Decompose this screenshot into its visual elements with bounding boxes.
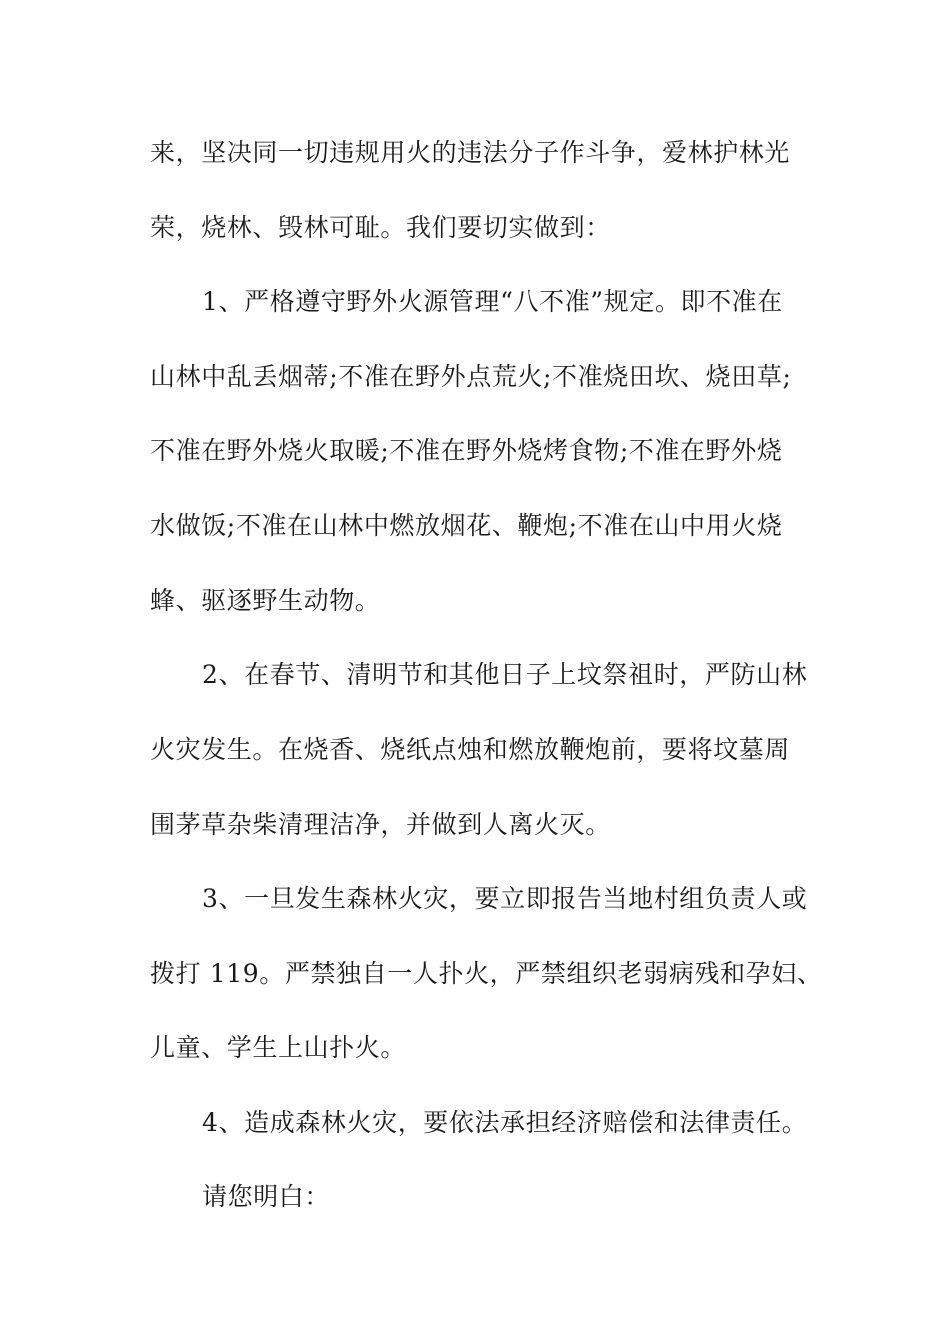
text-line: 拨打 119。严禁独自一人扑火，严禁组织老弱病残和孕妇、 (150, 959, 823, 988)
closing-line: 请您明白： (202, 1182, 331, 1211)
paragraph-3-line: 3、一旦发生森林火灾，要立即报告当地村组负责人或 (202, 884, 808, 913)
text-line: 儿童、学生上山扑火。 (150, 1033, 407, 1062)
paragraph-4-line: 4、造成森林火灾，要依法承担经济赔偿和法律责任。 (202, 1108, 808, 1137)
paragraph-1-line: 1、严格遵守野外火源管理“八不准”规定。即不准在 (202, 287, 783, 316)
text-line: 围茅草杂柴清理洁净，并做到人离火灭。 (150, 810, 611, 839)
text-line: 水做饭;不准在山林中燃放烟花、鞭炮;不准在山中用火烧 (150, 511, 783, 540)
text-line: 不准在野外烧火取暖;不准在野外烧烤食物;不准在野外烧 (150, 436, 783, 465)
text-line: 来，坚决同一切违规用火的违法分子作斗争，爱林护林光 (150, 138, 791, 167)
text-line: 火灾发生。在烧香、烧纸点烛和燃放鞭炮前，要将坟墓周 (150, 735, 791, 764)
paragraph-2-line: 2、在春节、清明节和其他日子上坟祭祖时，严防山林 (202, 660, 808, 689)
text-line: 蜂、驱逐野生动物。 (150, 586, 381, 615)
text-line: 山林中乱丢烟蒂;不准在野外点荒火;不准烧田坎、烧田草; (150, 362, 792, 391)
text-line: 荣，烧林、毁林可耻。我们要切实做到： (150, 213, 611, 242)
